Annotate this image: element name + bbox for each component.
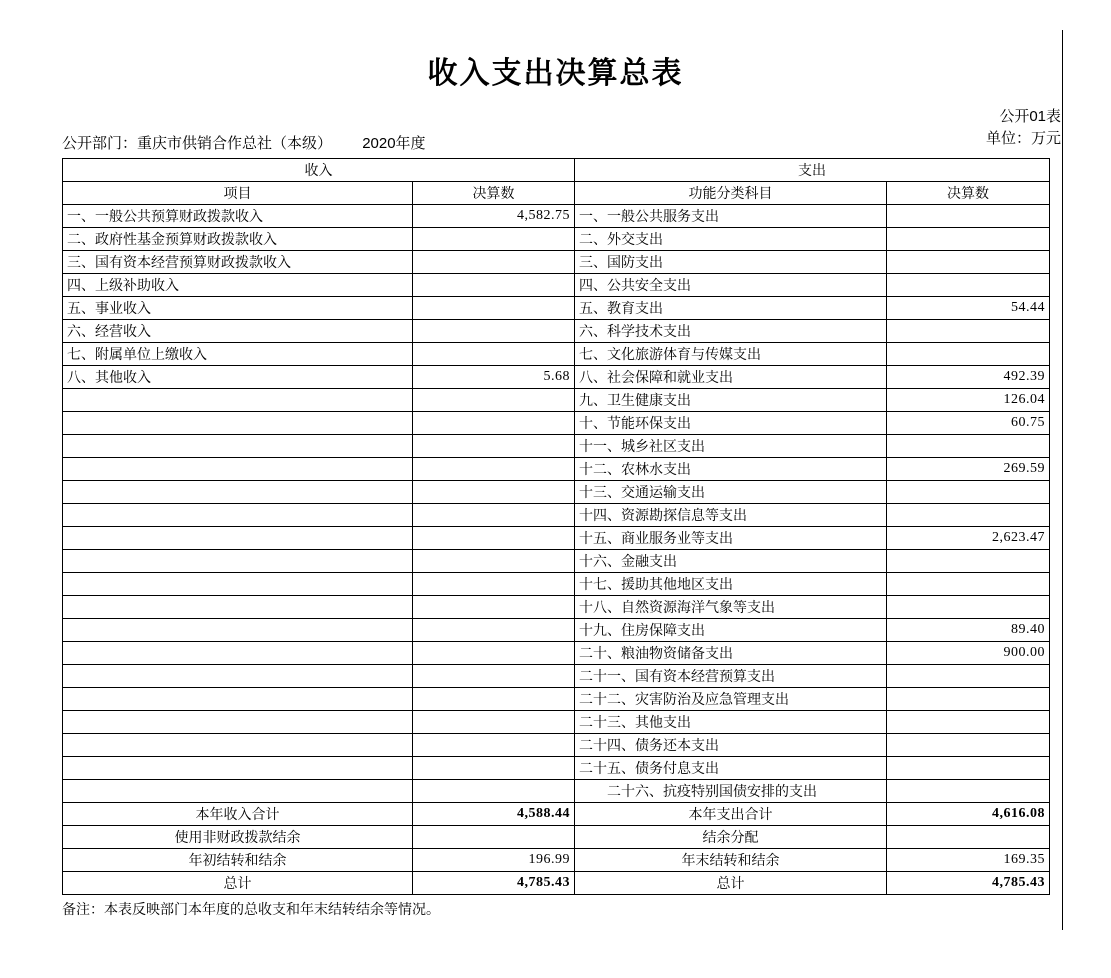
expenditure-item-amount bbox=[887, 435, 1050, 458]
summary-expenditure-amount: 169.35 bbox=[887, 849, 1050, 872]
form-meta bbox=[986, 106, 1061, 150]
table-row bbox=[63, 251, 1050, 274]
income-item-label: 二、政府性基金预算财政拨款收入 bbox=[63, 228, 413, 251]
table-row bbox=[63, 527, 1050, 550]
income-item-amount bbox=[413, 228, 575, 251]
expenditure-item-amount bbox=[887, 665, 1050, 688]
table-row bbox=[63, 205, 1050, 228]
page-right-rule bbox=[1062, 30, 1063, 930]
table-row bbox=[63, 435, 1050, 458]
income-item-amount bbox=[413, 573, 575, 596]
expenditure-item-amount: 60.75 bbox=[887, 412, 1050, 435]
income-item-label bbox=[63, 435, 413, 458]
income-item-label bbox=[63, 734, 413, 757]
income-item-label: 六、经营收入 bbox=[63, 320, 413, 343]
income-item-amount: 5.68 bbox=[413, 366, 575, 389]
income-item-amount bbox=[413, 642, 575, 665]
expenditure-item-label: 七、文化旅游体育与传媒支出 bbox=[575, 343, 887, 366]
table-row bbox=[63, 504, 1050, 527]
expenditure-item-label: 十八、自然资源海洋气象等支出 bbox=[575, 596, 887, 619]
expenditure-item-label: 九、卫生健康支出 bbox=[575, 389, 887, 412]
expenditure-item-amount: 126.04 bbox=[887, 389, 1050, 412]
summary-income-amount: 4,588.44 bbox=[413, 803, 575, 826]
table-row bbox=[63, 458, 1050, 481]
table-note: 备注：本表反映部门本年度的总收支和年末结转结余等情况。 bbox=[62, 901, 440, 917]
income-item-label bbox=[63, 688, 413, 711]
expenditure-item-label: 八、社会保障和就业支出 bbox=[575, 366, 887, 389]
summary-expenditure-label: 年末结转和结余 bbox=[575, 849, 887, 872]
income-item-label bbox=[63, 780, 413, 803]
expenditure-item-amount bbox=[887, 734, 1050, 757]
summary-income-amount: 196.99 bbox=[413, 849, 575, 872]
income-item-label bbox=[63, 527, 413, 550]
table-row bbox=[63, 596, 1050, 619]
expenditure-item-label: 十七、援助其他地区支出 bbox=[575, 573, 887, 596]
summary-row bbox=[63, 872, 1050, 895]
table-row bbox=[63, 389, 1050, 412]
expenditure-item-amount bbox=[887, 274, 1050, 297]
expenditure-item-label: 五、教育支出 bbox=[575, 297, 887, 320]
group-header-income: 收入 bbox=[63, 159, 575, 182]
summary-income-label: 使用非财政拨款结余 bbox=[63, 826, 413, 849]
expenditure-item-label: 二、外交支出 bbox=[575, 228, 887, 251]
income-item-label bbox=[63, 619, 413, 642]
expenditure-item-label: 十九、住房保障支出 bbox=[575, 619, 887, 642]
summary-income-label: 总计 bbox=[63, 872, 413, 895]
income-item-label bbox=[63, 573, 413, 596]
expenditure-item-label: 二十二、灾害防治及应急管理支出 bbox=[575, 688, 887, 711]
expenditure-item-amount bbox=[887, 711, 1050, 734]
expenditure-item-label: 十二、农林水支出 bbox=[575, 458, 887, 481]
income-item-label bbox=[63, 757, 413, 780]
table-row bbox=[63, 757, 1050, 780]
table-row bbox=[63, 688, 1050, 711]
income-item-label bbox=[63, 642, 413, 665]
income-item-amount: 4,582.75 bbox=[413, 205, 575, 228]
table-row bbox=[63, 366, 1050, 389]
unit-label: 单位：万元 bbox=[985, 130, 1061, 147]
summary-row bbox=[63, 803, 1050, 826]
expenditure-item-amount bbox=[887, 343, 1050, 366]
summary-expenditure-label: 总计 bbox=[575, 872, 887, 895]
table-row bbox=[63, 573, 1050, 596]
income-item-label: 八、其他收入 bbox=[63, 366, 413, 389]
income-item-amount bbox=[413, 504, 575, 527]
column-header-income-amount: 决算数 bbox=[413, 182, 575, 205]
table-row bbox=[63, 274, 1050, 297]
expenditure-item-label: 十、节能环保支出 bbox=[575, 412, 887, 435]
year-label: 2020年度 bbox=[362, 135, 426, 152]
table-row bbox=[63, 665, 1050, 688]
summary-expenditure-amount: 4,616.08 bbox=[887, 803, 1050, 826]
table-row bbox=[63, 228, 1050, 251]
expenditure-item-label: 六、科学技术支出 bbox=[575, 320, 887, 343]
column-header-expenditure-item: 功能分类科目 bbox=[575, 182, 887, 205]
income-item-amount bbox=[413, 780, 575, 803]
income-item-amount bbox=[413, 251, 575, 274]
expenditure-item-label: 一、一般公共服务支出 bbox=[575, 205, 887, 228]
income-item-amount bbox=[413, 711, 575, 734]
summary-expenditure-label: 结余分配 bbox=[575, 826, 887, 849]
income-item-amount bbox=[413, 550, 575, 573]
table-row bbox=[63, 642, 1050, 665]
income-item-label: 五、事业收入 bbox=[63, 297, 413, 320]
column-header-income-item: 项目 bbox=[63, 182, 413, 205]
income-item-label bbox=[63, 665, 413, 688]
expenditure-item-label: 二十六、抗疫特别国债安排的支出 bbox=[575, 780, 887, 803]
expenditure-item-label: 十三、交通运输支出 bbox=[575, 481, 887, 504]
summary-row bbox=[63, 826, 1050, 849]
expenditure-item-label: 十一、城乡社区支出 bbox=[575, 435, 887, 458]
summary-row bbox=[63, 849, 1050, 872]
summary-expenditure-amount bbox=[887, 826, 1050, 849]
expenditure-item-amount bbox=[887, 320, 1050, 343]
table-row bbox=[63, 734, 1050, 757]
expenditure-item-amount bbox=[887, 205, 1050, 228]
income-item-label: 四、上级补助收入 bbox=[63, 274, 413, 297]
table-group-header-row bbox=[63, 159, 1050, 182]
expenditure-item-amount bbox=[887, 251, 1050, 274]
expenditure-item-amount: 2,623.47 bbox=[887, 527, 1050, 550]
table-row bbox=[63, 711, 1050, 734]
income-item-label: 三、国有资本经营预算财政拨款收入 bbox=[63, 251, 413, 274]
income-item-label bbox=[63, 412, 413, 435]
expenditure-item-label: 四、公共安全支出 bbox=[575, 274, 887, 297]
expenditure-item-label: 二十一、国有资本经营预算支出 bbox=[575, 665, 887, 688]
expenditure-item-label: 二十五、债务付息支出 bbox=[575, 757, 887, 780]
summary-expenditure-label: 本年支出合计 bbox=[575, 803, 887, 826]
income-item-amount bbox=[413, 757, 575, 780]
expenditure-item-amount: 89.40 bbox=[887, 619, 1050, 642]
income-item-amount bbox=[413, 274, 575, 297]
expenditure-item-amount: 492.39 bbox=[887, 366, 1050, 389]
income-item-amount bbox=[413, 343, 575, 366]
table-row bbox=[63, 297, 1050, 320]
expenditure-item-amount bbox=[887, 228, 1050, 251]
form-code: 公开01表 bbox=[999, 108, 1061, 125]
expenditure-item-label: 二十四、债务还本支出 bbox=[575, 734, 887, 757]
income-item-amount bbox=[413, 412, 575, 435]
income-item-amount bbox=[413, 596, 575, 619]
income-item-label bbox=[63, 596, 413, 619]
income-item-label: 一、一般公共预算财政拨款收入 bbox=[63, 205, 413, 228]
income-item-amount bbox=[413, 665, 575, 688]
budget-table bbox=[62, 158, 1050, 895]
income-item-label bbox=[63, 504, 413, 527]
income-item-amount bbox=[413, 435, 575, 458]
income-item-amount bbox=[413, 619, 575, 642]
table-row bbox=[63, 481, 1050, 504]
income-item-label bbox=[63, 711, 413, 734]
expenditure-item-amount bbox=[887, 757, 1050, 780]
page-title: 收入支出决算总表 bbox=[427, 56, 684, 91]
income-item-amount bbox=[413, 458, 575, 481]
column-header-expenditure-amount: 决算数 bbox=[887, 182, 1050, 205]
income-item-label bbox=[63, 389, 413, 412]
expenditure-item-amount bbox=[887, 481, 1050, 504]
income-item-label bbox=[63, 550, 413, 573]
income-item-amount bbox=[413, 481, 575, 504]
summary-income-amount bbox=[413, 826, 575, 849]
expenditure-item-amount: 900.00 bbox=[887, 642, 1050, 665]
expenditure-item-label: 十六、金融支出 bbox=[575, 550, 887, 573]
income-item-amount bbox=[413, 688, 575, 711]
expenditure-item-label: 十五、商业服务业等支出 bbox=[575, 527, 887, 550]
department-line bbox=[62, 132, 426, 153]
expenditure-item-amount bbox=[887, 688, 1050, 711]
income-item-amount bbox=[413, 297, 575, 320]
expenditure-item-amount bbox=[887, 596, 1050, 619]
group-header-expenditure: 支出 bbox=[575, 159, 1050, 182]
summary-income-amount: 4,785.43 bbox=[413, 872, 575, 895]
table-row bbox=[63, 343, 1050, 366]
expenditure-item-amount bbox=[887, 780, 1050, 803]
income-item-label bbox=[63, 458, 413, 481]
table-column-header-row bbox=[63, 182, 1050, 205]
expenditure-item-amount bbox=[887, 504, 1050, 527]
expenditure-item-label: 三、国防支出 bbox=[575, 251, 887, 274]
department-label: 公开部门：重庆市供销合作总社（本级） bbox=[62, 135, 333, 152]
table-row bbox=[63, 550, 1050, 573]
table-row bbox=[63, 412, 1050, 435]
table-row bbox=[63, 780, 1050, 803]
income-item-label: 七、附属单位上缴收入 bbox=[63, 343, 413, 366]
expenditure-item-amount: 54.44 bbox=[887, 297, 1050, 320]
expenditure-item-label: 十四、资源勘探信息等支出 bbox=[575, 504, 887, 527]
income-item-amount bbox=[413, 527, 575, 550]
expenditure-item-label: 二十、粮油物资储备支出 bbox=[575, 642, 887, 665]
table-row bbox=[63, 619, 1050, 642]
summary-expenditure-amount: 4,785.43 bbox=[887, 872, 1050, 895]
income-item-amount bbox=[413, 389, 575, 412]
expenditure-item-label: 二十三、其他支出 bbox=[575, 711, 887, 734]
table-row bbox=[63, 320, 1050, 343]
expenditure-item-amount bbox=[887, 573, 1050, 596]
summary-income-label: 本年收入合计 bbox=[63, 803, 413, 826]
summary-income-label: 年初结转和结余 bbox=[63, 849, 413, 872]
expenditure-item-amount: 269.59 bbox=[887, 458, 1050, 481]
expenditure-item-amount bbox=[887, 550, 1050, 573]
income-item-amount bbox=[413, 734, 575, 757]
meta-row bbox=[0, 108, 1111, 158]
income-item-label bbox=[63, 481, 413, 504]
income-item-amount bbox=[413, 320, 575, 343]
